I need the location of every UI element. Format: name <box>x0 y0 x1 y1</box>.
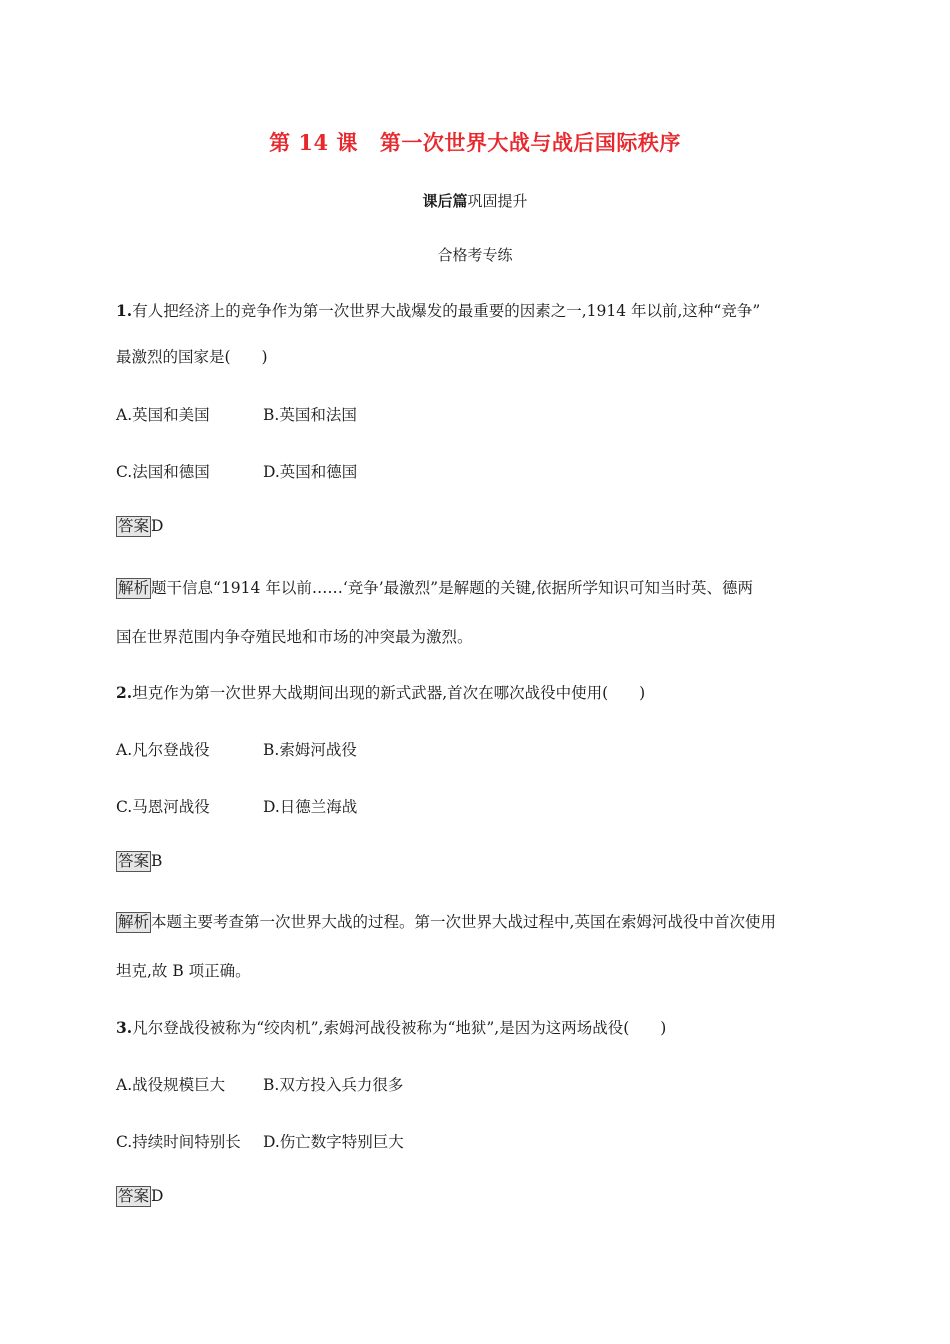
q3-option-c: C.持续时间特别长 <box>116 1133 241 1151</box>
q2-analysis-line1: 本题主要考查第一次世界大战的过程。第一次世界大战过程中,英国在索姆河战役中首次使用 <box>151 913 776 931</box>
q3-answer <box>116 1186 163 1207</box>
answer-tag: 答案 <box>118 517 150 535</box>
q1-analysis-line2: 国在世界范围内争夺殖民地和市场的冲突最为激烈。 <box>116 628 473 646</box>
page-subtitle <box>0 190 950 211</box>
q1-analysis-line1: 题干信息“1914 年以前……‘竞争’最激烈”是解题的关键,依据所学知识可知当时英、德两 <box>151 579 754 597</box>
question-2-number: 2. <box>116 683 133 702</box>
question-3-stem <box>116 1016 666 1038</box>
section-heading: 合格考专练 <box>437 246 513 264</box>
question-2-stem-line1: 坦克作为第一次世界大战期间出现的新式武器,首次在哪次战役中使用( ) <box>132 684 646 702</box>
answer-tag: 答案 <box>118 1187 150 1205</box>
q3-option-a: A.战役规模巨大 <box>116 1076 226 1094</box>
q1-option-a: A.英国和美国 <box>116 406 210 424</box>
subtitle-rest: 巩固提升 <box>467 192 528 210</box>
q1-answer <box>116 516 163 537</box>
q2-option-c: C.马恩河战役 <box>116 798 210 816</box>
question-1-stem-line1: 有人把经济上的竞争作为第一次世界大战爆发的最重要的因素之一,1914 年以前,这种“竞争” <box>132 302 761 320</box>
question-3-number: 3. <box>116 1018 133 1037</box>
q1-answer-value: D <box>151 517 164 535</box>
q1-option-c: C.法国和德国 <box>116 463 210 481</box>
q3-answer-value: D <box>151 1187 164 1205</box>
q2-analysis-line2: 坦克,故 B 项正确。 <box>116 962 251 980</box>
subtitle-bold: 课后篇 <box>422 192 468 210</box>
q1-analysis <box>116 576 753 599</box>
question-1-stem-line2: 最激烈的国家是( ) <box>116 348 268 366</box>
q2-answer <box>116 851 162 872</box>
page-title <box>0 127 950 157</box>
q3-option-b: B.双方投入兵力很多 <box>263 1076 404 1094</box>
analysis-tag: 解析 <box>118 579 150 597</box>
question-1-stem <box>116 299 760 321</box>
q2-option-d: D.日德兰海战 <box>263 798 358 816</box>
answer-tag: 答案 <box>118 852 150 870</box>
q1-option-d: D.英国和德国 <box>263 463 358 481</box>
q2-option-b: B.索姆河战役 <box>263 741 357 759</box>
question-2-stem <box>116 681 645 703</box>
q2-option-a: A.凡尔登战役 <box>116 741 210 759</box>
q2-analysis <box>116 910 776 933</box>
question-1-number: 1. <box>116 301 133 320</box>
question-3-stem-line1: 凡尔登战役被称为“绞肉机”,索姆河战役被称为“地狱”,是因为这两场战役( ) <box>132 1019 667 1037</box>
q2-answer-value: B <box>151 852 163 870</box>
lesson-name: 第一次世界大战与战后国际秩序 <box>379 130 681 155</box>
q3-option-d: D.伤亡数字特别巨大 <box>263 1133 404 1151</box>
lesson-number: 第 14 课 <box>269 130 358 155</box>
analysis-tag: 解析 <box>118 913 150 931</box>
q1-option-b: B.英国和法国 <box>263 406 357 424</box>
